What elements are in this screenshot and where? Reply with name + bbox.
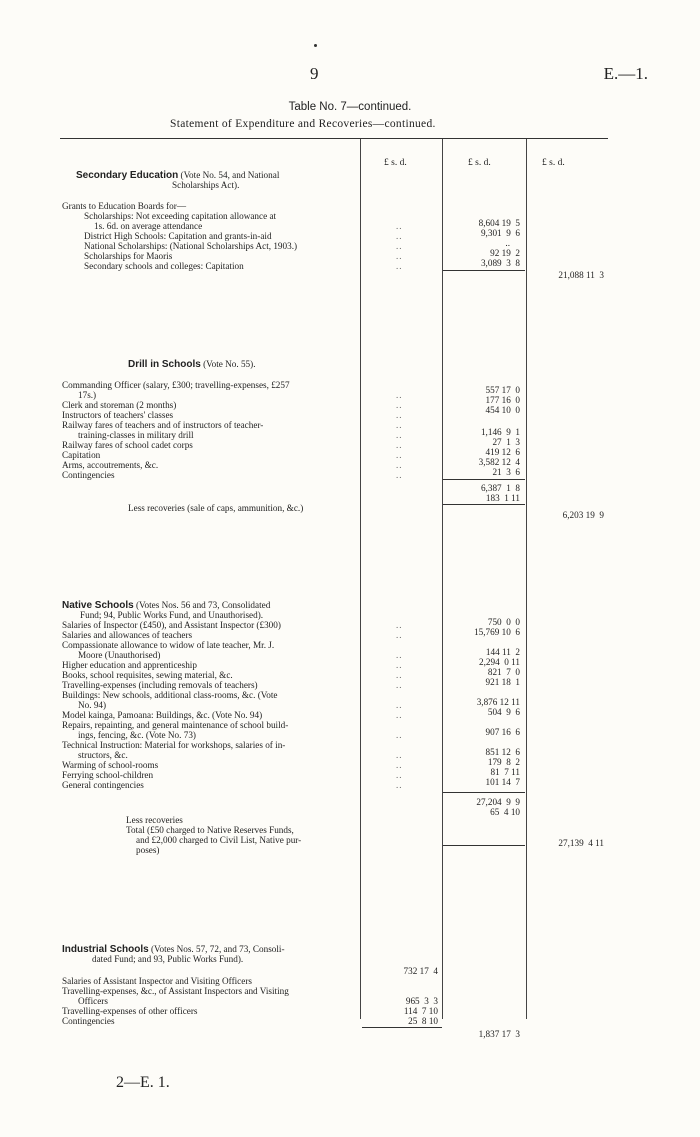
ink-speck [314,44,317,47]
amount: 144 11 2 [485,647,520,657]
amount: 965 3 3 [405,996,438,1006]
subtotal-rule [443,504,525,505]
document-code: E.—1. [603,64,648,83]
line-item: National Scholarships: (National Scholarships Act, 1903.) [84,241,298,251]
footer-signature: 2—E. 1. [116,1074,170,1091]
line-item: Technical Instruction: Material for workshops, salaries of in- [62,740,286,750]
page-number: 9 [310,64,319,83]
line-item: Moore (Unauthorised) [78,650,161,660]
amount: 504 9 6 [487,707,520,717]
amount: 25 8 10 [408,1016,438,1026]
line-item: Contingencies [62,1016,115,1026]
line-item: Railway fares of school cadet corps [62,440,193,450]
table-subtitle: Statement of Expenditure and Recoveries—continued. [170,118,436,130]
amount: 179 8 2 [487,757,520,767]
line-item: Travelling-expenses, &c., of Assistant Inspectors and Visiting [62,986,289,996]
line-item: Capitation [62,450,101,460]
line-item: Salaries of Inspector (£450), and Assistant Inspector (£300) [62,620,281,630]
amount: 907 16 6 [485,727,520,737]
line-item: Grants to Education Boards for— [62,201,187,211]
line-item: Warming of school-rooms [62,760,159,770]
amount: 27 1 3 [492,437,520,447]
line-item: ings, fencing, &c. (Vote No. 73) [78,730,196,740]
column-heading: £ s. d. [384,158,407,168]
line-item: structors, &c. [78,750,128,760]
line-item: Repairs, repainting, and general maintenance of school build- [62,720,289,730]
line-item: Higher education and apprenticeship [62,660,197,670]
line-item: Railway fares of teachers and of instructors of teacher- [62,420,264,430]
section-total: 1,837 17 3 [478,1029,520,1039]
amount: 419 12 6 [485,447,520,457]
amount: 21 3 6 [492,467,520,477]
section-total: 27,139 4 11 [558,838,604,848]
amount: 454 10 0 [485,405,520,415]
line-item: Ferrying school-children [62,770,154,780]
line-item: Salaries of Assistant Inspector and Visiting Officers [62,976,252,986]
subtotal-rule [443,845,525,846]
section-heading: Drill in Schools (Vote No. 55). [128,359,256,370]
amount: 81 7 11 [490,767,520,777]
amount: 750 0 0 [487,617,520,627]
total-label: Total (£50 charged to Native Reserves Funds, [126,825,294,835]
subtotal-rule [443,479,525,480]
line-item: Books, school requisites, sewing material, &c. [62,670,233,680]
recoveries-label: Less recoveries [126,815,183,825]
leader-dots: .. .. .. .. .. [396,221,403,271]
line-item: training-classes in military drill [78,430,194,440]
line-item: No. 94) [78,700,107,710]
line-item: 17s.) [78,390,97,400]
amount: .. [505,238,510,248]
section-heading-cont: dated Fund; and 93, Public Works Fund). [92,954,244,964]
column-heading: £ s. d. [468,158,491,168]
line-item: Model kainga, Pamoana: Buildings, &c. (Vote No. 94) [62,710,263,720]
recoveries-amount: 183 1 11 [485,493,520,503]
leader-dots: .. .. .. .. .. .. .. .. .. [396,390,403,480]
amount: 92 19 2 [490,248,520,258]
amount: 177 16 0 [485,395,520,405]
leader-dots: .. .. .. .. .. .. .. .. .. .. .. .. .. [396,620,403,790]
amount: 557 17 0 [485,385,520,395]
line-item: Scholarships for Maoris [84,251,173,261]
line-item: Officers [78,996,108,1006]
total-label: and £2,000 charged to Civil List, Native pur- [136,835,302,845]
amount: 3,582 12 4 [478,457,520,467]
amount: 3,089 3 8 [480,258,520,268]
column-divider [360,139,361,1019]
section-heading-cont: Fund; 94, Public Works Fund, and Unauthorised). [80,610,264,620]
column-divider [442,139,443,1019]
subtotal-rule [443,792,525,793]
section-heading-cont: Scholarships Act). [172,180,240,190]
subtotal: 6,387 1 8 [480,483,520,493]
column-heading: £ s. d. [542,158,565,168]
line-item: Travelling-expenses of other officers [62,1006,198,1016]
section-total: 21,088 11 3 [558,270,604,280]
line-item: Secondary schools and colleges: Capitation [84,261,244,271]
section-heading: Native Schools (Votes Nos. 56 and 73, Consolidated [62,600,271,611]
amount: 9,301 9 6 [480,228,520,238]
line-item: Scholarships: Not exceeding capitation allowance at [84,211,277,221]
line-item: Commanding Officer (salary, £300; travelling-expenses, £257 [62,380,290,390]
amount: 114 7 10 [403,1006,438,1016]
line-item: General contingencies [62,780,144,790]
line-item: Arms, accoutrements, &c. [62,460,159,470]
section-heading: Secondary Education (Vote No. 54, and National [76,170,280,181]
amount: 15,769 10 6 [474,627,520,637]
line-item: Travelling-expenses (including removals of teachers) [62,680,258,690]
line-item: 1s. 6d. on average attendance [94,221,203,231]
line-item: District High Schools: Capitation and grants-in-aid [84,231,272,241]
line-item: Salaries and allowances of teachers [62,630,193,640]
line-item: Instructors of teachers' classes [62,410,174,420]
subtotal: 27,204 9 9 [476,797,520,807]
recoveries-label: Less recoveries (sale of caps, ammunition, &c.) [128,503,304,513]
line-item: Clerk and storeman (2 months) [62,400,177,410]
table-title: Table No. 7—continued. [288,101,412,113]
total-label: poses) [136,845,160,855]
amount: 101 14 7 [485,777,520,787]
subtotal-rule [362,1027,442,1028]
line-item: Contingencies [62,470,115,480]
line-item: Buildings: New schools, additional class-rooms, &c. (Vote [62,690,278,700]
amount: 821 7 0 [487,667,520,677]
amount: 8,604 19 5 [478,218,520,228]
amount: 2,294 0 11 [478,657,520,667]
amount: 3,876 12 11 [476,697,520,707]
subtotal-rule [443,270,525,271]
amount: 732 17 4 [403,966,438,976]
amount: 851 12 6 [485,747,520,757]
line-item: Compassionate allowance to widow of late teacher, Mr. J. [62,640,275,650]
section-total: 6,203 19 9 [562,510,604,520]
section-heading: Industrial Schools (Votes Nos. 57, 72, and 73, Consoli- [62,944,285,955]
amount: 921 18 1 [485,677,520,687]
amount: 1,146 9 1 [480,427,520,437]
recoveries-amount: 65 4 10 [490,807,520,817]
